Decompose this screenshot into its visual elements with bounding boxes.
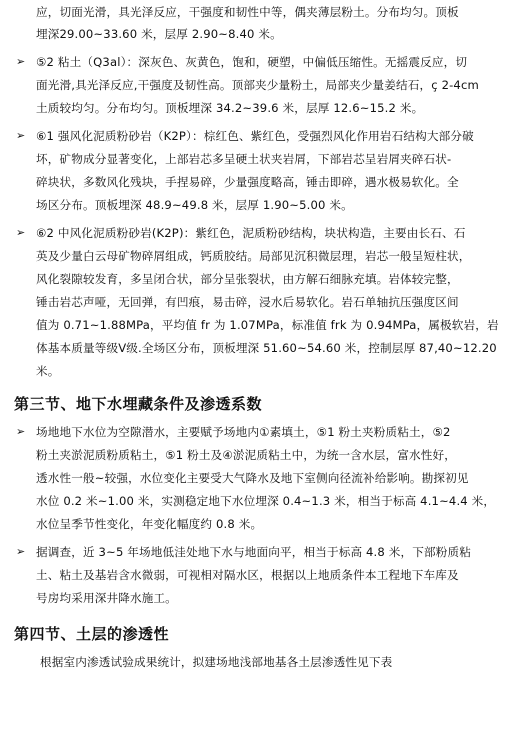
paragraph-line: 风化裂隙较发育，多呈闭合状，部分呈张裂状，由方解石细脉充填。岩体较完整， <box>36 272 459 286</box>
intro-paragraph: 根据室内渗透试验成果统计，拟建场地浅部地基各土层渗透性见下表 <box>40 655 393 669</box>
bullet-arrow-icon: ➢ <box>16 425 26 438</box>
paragraph-line: 面光滑,具光泽反应,干强度及韧性高。顶部夹少量粉土，局部夹少量姜结石，ç 2-4cm <box>36 78 479 92</box>
section-heading: 第三节、地下水埋藏条件及渗透系数 <box>14 395 263 413</box>
paragraph-line: ⑥1 强风化泥质粉砂岩（K2P）：棕红色、紫红色，受强烈风化作用岩石结构大部分破 <box>36 129 474 143</box>
paragraph-line: 号房均采用深井降水施工。 <box>36 591 177 605</box>
paragraph-line: 应，切面光滑，具光泽反应，干强度和韧性中等，偶夹薄层粉土。分布均匀。顶板 <box>36 5 459 19</box>
paragraph-line: 体基本质量等级Ⅴ级.全场区分布，顶板埋深 51.60~54.60 米，控制层厚 87,40~12.20 <box>36 341 497 355</box>
paragraph-line: 土、粘土及基岩含水微弱，可视相对隔水区，根据以上地质条件本工程地下车库及 <box>36 568 459 582</box>
paragraph-line: ⑤2 粘土（Q3al）：深灰色、灰黄色，饱和，硬塑，中偏低压缩性。无摇震反应，切 <box>36 55 468 69</box>
paragraph-line: 锤击岩芯声哑，无回弹，有凹痕，易击碎，浸水后易软化。岩石单轴抗压强度区间 <box>36 295 459 309</box>
paragraph-line: 场区分布。顶板埋深 48.9~49.8 米，层厚 1.90~5.00 米。 <box>36 198 353 212</box>
paragraph-line: 值为 0.71~1.88MPa，平均值 fr 为 1.07MPa，标准值 frk 为 0.94MPa，属极软岩，岩 <box>36 318 499 332</box>
paragraph-line: 英及少量白云母矿物碎屑组成，钙质胶结。局部见沉积微层理，岩芯一般呈短柱状， <box>36 249 471 263</box>
paragraph-line: 粉土夹淤泥质粉质粘土，⑤1 粉土及④淤泥质粘土中，为统一含水层，富水性好， <box>36 448 456 462</box>
paragraph-line: 透水性一般~较强，水位变化主要受大气降水及地下室侧向径流补给影响。勘探初见 <box>36 471 469 485</box>
section-heading: 第四节、土层的渗透性 <box>14 625 170 643</box>
paragraph-line: 碎块状，多数风化残块，手捏易碎，少量强度略高，锤击即碎，遇水极易软化。全 <box>36 175 459 189</box>
bullet-arrow-icon: ➢ <box>16 55 26 68</box>
paragraph-line: 米。 <box>36 364 60 378</box>
paragraph-line: 土质较均匀。分布均匀。顶板埋深 34.2~39.6 米，层厚 12.6~15.2 米。 <box>36 101 424 115</box>
paragraph-line: 水位 0.2 米~1.00 米，实测稳定地下水位埋深 0.4~1.3 米，相当于标高 4.1~4.4 米， <box>36 494 496 508</box>
paragraph-line: 埋深29.00~33.60 米，层厚 2.90~8.40 米。 <box>36 27 282 41</box>
paragraph-line: 坏，矿物成分显著变化，上部岩芯多呈硬土状夹岩屑，下部岩芯呈岩屑夹碎石状- <box>36 152 452 166</box>
bullet-arrow-icon: ➢ <box>16 545 26 558</box>
paragraph-line: ⑥2 中风化泥质粉砂岩(K2P)：紫红色，泥质粉砂结构，块状构造，主要由长石、石 <box>36 226 466 240</box>
bullet-arrow-icon: ➢ <box>16 129 26 142</box>
paragraph-line: 据调查，近 3~5 年场地低洼处地下水与地面向平，相当于标高 4.8 米，下部粉质粘 <box>36 545 471 559</box>
bullet-arrow-icon: ➢ <box>16 226 26 239</box>
paragraph-line: 水位呈季节性变化，年变化幅度约 0.8 米。 <box>36 517 263 531</box>
paragraph-line: 场地地下水位为空隙潜水，主要赋予场地内①素填土，⑤1 粉土夹粉质粘土，⑤2 <box>36 425 451 439</box>
